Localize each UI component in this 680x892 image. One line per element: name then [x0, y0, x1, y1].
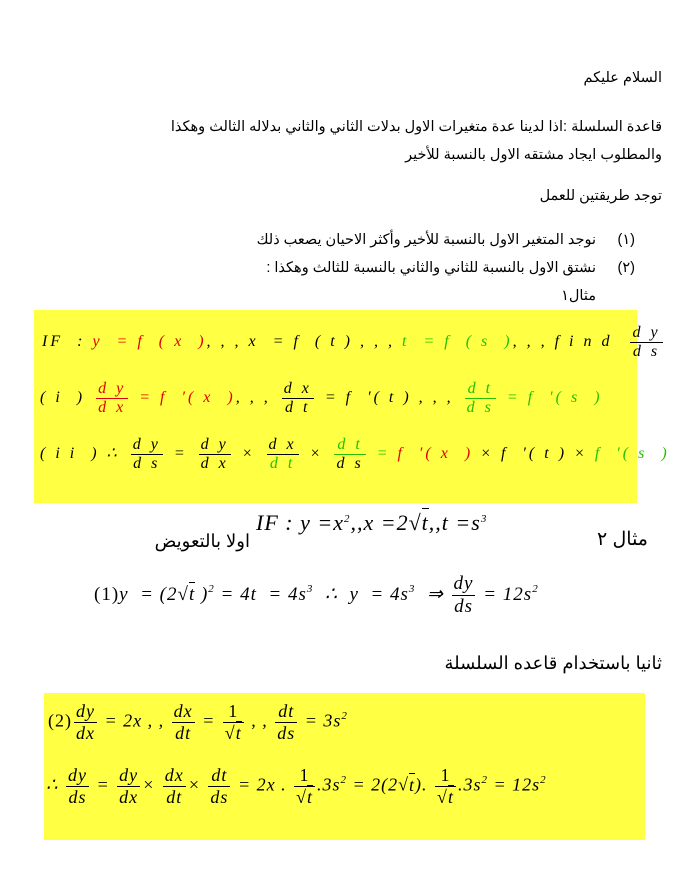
example-1-chain-line: ( i i ) ∴ $\frac{\text{d y}}{\text{d s}}$ = $\frac{\text{d y}}{\text{d x}}$ × $\frac{\text{d x}}{\text{d t}}$ × $\frac{\text{d t}}{\text{d s}}$ = f ′( x ) × f ′( t ) × f ′( s )	[40, 436, 670, 472]
method-2-number: (٢)	[617, 260, 635, 276]
second-chain-heading: ثانيا باستخدام قاعده السلسلة	[444, 653, 662, 673]
example-2-label: مثال ٢	[596, 529, 648, 550]
first-substitution-heading: اولا بالتعويض	[154, 531, 250, 551]
example-2-chain-result-line: ∴ $\frac{dy}{ds}$ = $\frac{dy}{dx}$ × $\frac{dx}{dt}$ × $\frac{dt}{ds}$ = 2x . $\frac{1}{√t}$ $.3s^2 = 2(2√t)$. $\frac{1}{√t}$ $.3s^2 = 12s^2$	[46, 765, 547, 807]
method-1-number: (١)	[617, 232, 635, 248]
example-1-highlight-box	[34, 310, 670, 503]
example-1-label: مثال١	[561, 288, 596, 304]
example-2-highlight-box	[44, 693, 645, 840]
rule-line-1: قاعدة السلسلة :اذا لدينا عدة متغيرات الاول بدلات الثاني والثاني بدلاله الثالث وهكذا	[170, 119, 662, 135]
two-methods-heading: توجد طريقتين للعمل	[539, 188, 662, 204]
rule-line-2: والمطلوب ايجاد مشتقه الاول بالنسبة للأخير	[405, 147, 662, 163]
example-2-given-equation: IF : $y =x^2,,x =2√t,,t =s^3$	[256, 510, 488, 535]
example-1-given-line: IF : y = f ( x ), , , x = f ( t ) , , , t = f ( s ), , , f i n d $\frac{\text{d y}}{\text{d s}}$	[42, 324, 661, 360]
method-2-text: نشتق الاول بالنسبة للثاني والثاني بالنسبة للثالث وهكذا :	[266, 260, 596, 276]
example-1-derivatives-line: ( i ) $\frac{\text{d y}}{\text{d x}}$ = f ′( x ), , , $\frac{\text{d x}}{\text{d t}}$ = f ′( t ) , , , $\frac{\text{d t}}{\text{d s}}$ = f ′( s )	[40, 380, 603, 416]
method-1-text: نوجد المتغير الاول بالنسبة للأخير وأكثر الاحيان يصعب ذلك	[256, 232, 596, 248]
substitution-equation: (1)y = (2√t )$^2 = 4t = 4s^3$ ∴ $y = 4s^3$ ⇒ $\frac{dy}{ds}$ = $12s^2$	[94, 573, 539, 617]
example-2-derivatives-line: (2) $\frac{dy}{dx}$ = 2x , , $\frac{dx}{dt}$ = $\frac{1}{√t}$ , , $\frac{dt}{ds}$ = $3s^2$	[48, 701, 348, 743]
greeting: السلام عليكم	[583, 70, 662, 86]
